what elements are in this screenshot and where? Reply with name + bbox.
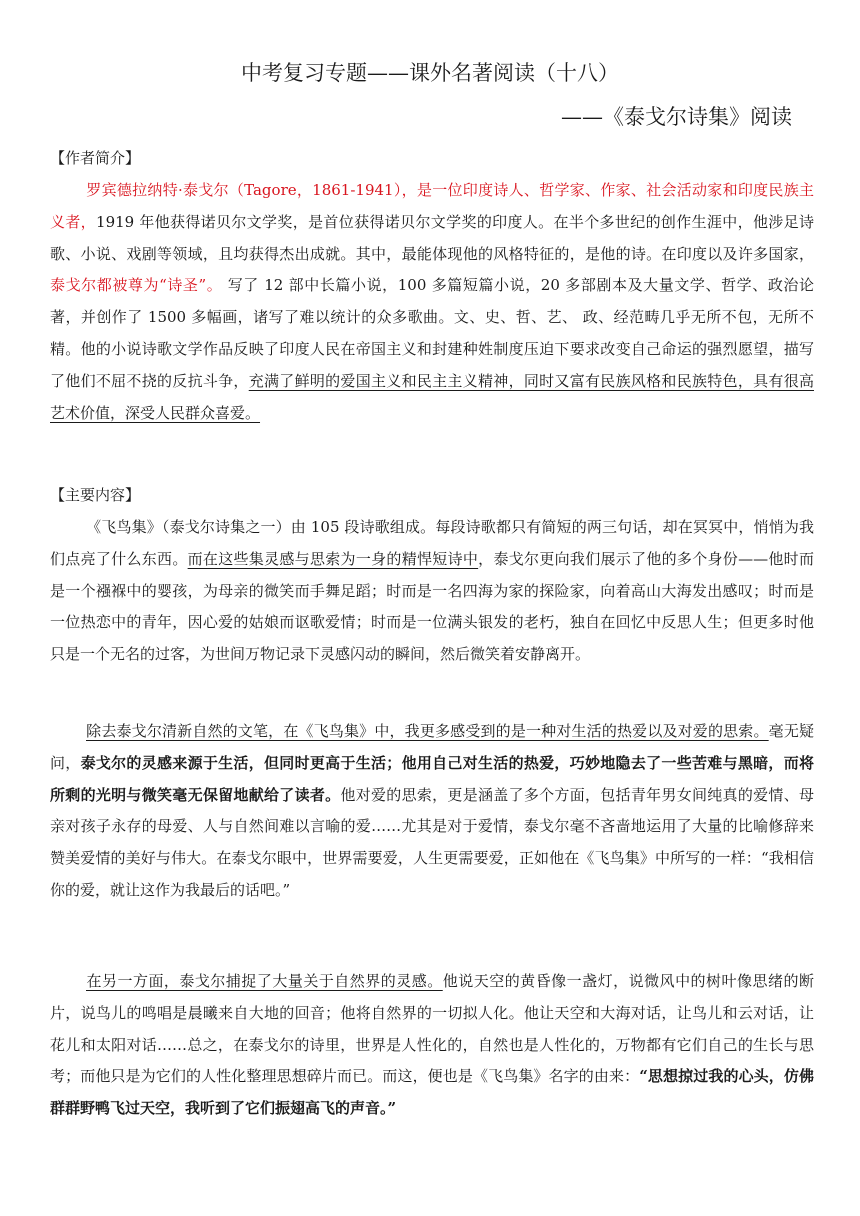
p3-bold-quote: “思想掠过我的心头，仿佛群群野鸭飞过天空，我听到了它们振翅高飞的声音。” [50, 1067, 814, 1118]
p2-text-2: 他对爱的思索，更是涵盖了多个方面，包括青年男女间纯真的爱情、母亲对孩子永存的母爱、人与自然间难以言喻的爱……尤其是对于爱情，泰戈尔毫不吝啬地运用了大量的比喻修辞来赞美爱情的美好与伟大。在泰戈尔眼中，世界需要爱，人生更需要爱，正如他在《飞鸟集》中所写的一样：“我相信你的爱，就让这作为我最后的话吧。” [50, 785, 814, 899]
p3-text-1: 他说天空的黄昏像一盏灯，说微风中的树叶像思绪的断片，说鸟儿的鸣唱是晨曦来自大地的回音；他将自然界的一切拟人化。他让天空和大海对话，让鸟儿和云对话，让花儿和太阳对话……总之，在泰戈尔的诗里，世界是人性化的，自然也是人性化的，万物都有它们自己的生长与思考；而他只是为它们的人性化整理思想碎片而已。而这，便也是《飞鸟集》名字的由来： [50, 972, 814, 1086]
content-paragraph-1 [50, 512, 814, 671]
p2-underlined: 除去泰戈尔清新自然的文笔，在《飞鸟集》中，我更多感受到的是一种对生活的热爱以及对爱的思索。 [86, 722, 769, 740]
author-section-heading: 【作者简介】 [50, 149, 141, 167]
poet-saint-highlight: 泰戈尔都被尊为“诗圣”。 [50, 276, 223, 295]
p2-bold: 泰戈尔的灵感来源于生活，但同时更高于生活；他用自己对生活的热爱，巧妙地隐去了一些苦难与黑暗，而将所剩的光明与微笑毫无保留地献给了读者。 [50, 753, 814, 804]
content-paragraph-3 [50, 966, 814, 1125]
content-section-heading: 【主要内容】 [50, 486, 141, 504]
content-paragraph-2 [50, 716, 814, 907]
p1-text-2: ，泰戈尔更向我们展示了他的多个身份——他时而是一个襁褓中的婴孩，为母亲的微笑而手舞足蹈；时而是一名四海为家的探险家，向着高山大海发出感叹；时而是一位热恋中的青年，因心爱的姑娘而讴歌爱情；时而是一位满头银发的老朽，独自在回忆中反思人生；但更多时他只是一个无名的过客，为世间万物记录下灵感闪动的瞬间，然后微笑着安静离开。 [50, 549, 814, 664]
p3-underlined: 在另一方面，泰戈尔捕捉了大量关于自然界的灵感。 [86, 972, 443, 990]
author-intro-highlight: 罗宾德拉纳特·泰戈尔（Tagore，1861-1941），是一位印度诗人、哲学家、作家、社会活动家和印度民族主义者， [50, 181, 814, 231]
author-text-1: 1919 年他获得诺贝尔文学奖，是首位获得诺贝尔文学奖的印度人。在半个多世纪的创作生涯中，他涉足诗歌、小说、戏剧等领域，且均获得杰出成就。其中，最能体现他的风格特征的，是他的诗。在印度以及许多国家， [50, 212, 814, 263]
p1-text-1: 《飞鸟集》（泰戈尔诗集之一）由 105 段诗歌组成。每段诗歌都只有简短的两三句话，却在冥冥中，悄悄为我们点亮了什么东西。 [50, 518, 814, 568]
author-paragraph [50, 175, 814, 429]
document-title: 中考复习专题——课外名著阅读（十八） [241, 61, 619, 85]
p1-underlined: 而在这些集灵感与思索为一身的精悍短诗中 [187, 549, 479, 568]
author-text-2: 写了 12 部中长篇小说，100 多篇短篇小说，20 多部剧本及大量文学、哲学、政治论著，并创作了 1500 多幅画，诸写了难以统计的众多歌曲。文、史、哲、艺、 政、经范畴几乎无所不包，无所不精。他的小说诗歌文学作品反映了印度人民在帝国主义和封建种姓制度压迫下要求改变自己命运的强烈愿望，描写了他们不屈不挠的反抗斗争， [50, 276, 814, 390]
author-underlined-summary: 充满了鲜明的爱国主义和民主主义精神，同时又富有民族风格和民族特色，具有很高艺术价值，深受人民群众喜爱。 [50, 371, 814, 422]
document-subtitle: ——《泰戈尔诗集》阅读 [561, 105, 792, 129]
p2-text-1: 毫无疑问， [50, 722, 814, 772]
